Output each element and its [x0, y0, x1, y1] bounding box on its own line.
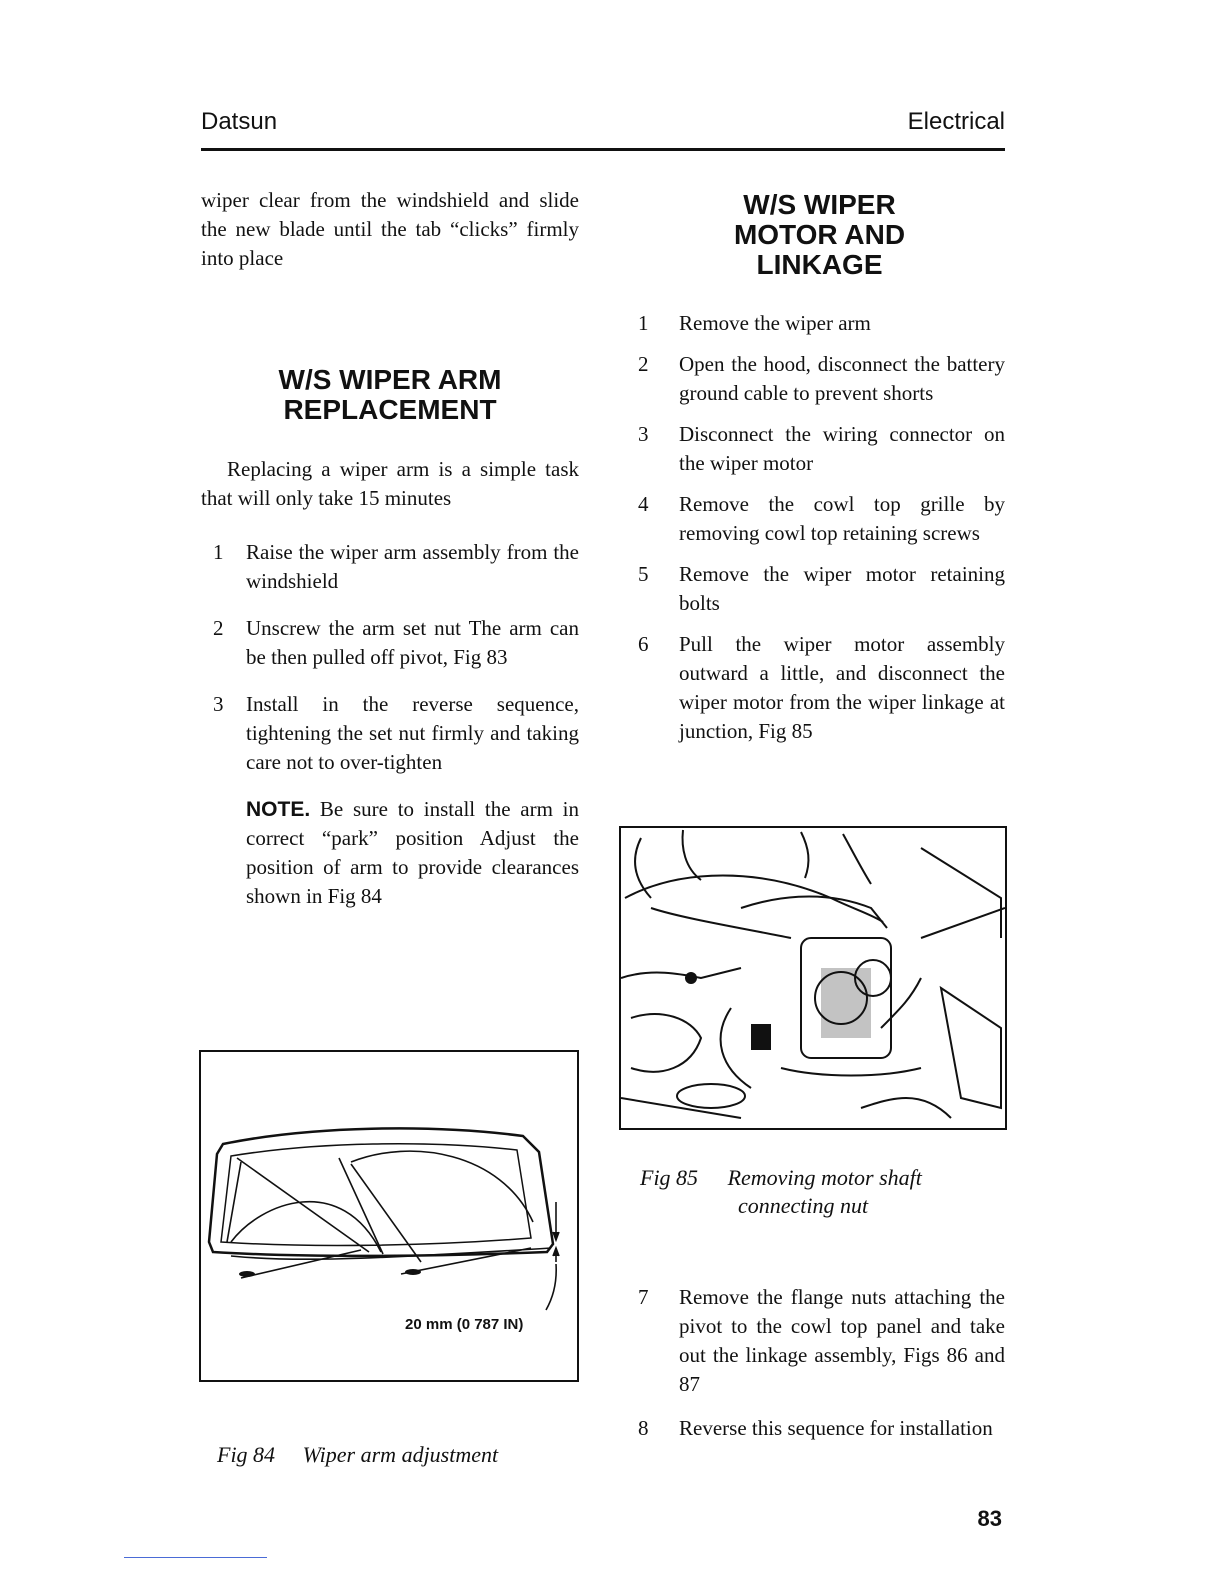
arm-heading [201, 365, 579, 425]
arm-intro: Replacing a wiper arm is a simple task that will only take 15 minutes [201, 457, 579, 510]
arm-heading-line2: REPLACEMENT [283, 394, 497, 425]
motor-steps-continued [634, 1283, 1005, 1443]
motor-step: 5 Remove the wiper motor retaining bolts [638, 562, 1005, 615]
note-label: NOTE. [246, 798, 311, 821]
arm-steps [201, 538, 579, 777]
arm-step: 2 Unscrew the arm set nut The arm can be then pulled off pivot, Fig 83 [213, 616, 579, 669]
left-column [201, 186, 579, 273]
motor-step: 6 Pull the wiper motor assembly outward a little, and disconnect the wiper motor from the wiper linkage at junction, Fig 85 [638, 632, 1005, 743]
header-rule [201, 148, 1005, 151]
motor-step: 3 Disconnect the wiring connector on the wiper motor [638, 422, 1005, 475]
note-text: Be sure to install the arm in correct “park” position Adjust the position of arm to provide clearances shown in Fig 84 [246, 797, 579, 908]
clearance-label: 20 mm (0 787 IN) [405, 1316, 524, 1333]
arm-heading-line1: W/S WIPER ARM [278, 364, 502, 395]
header-left: Datsun [201, 108, 278, 135]
arm-body [201, 455, 579, 911]
note [201, 795, 579, 911]
fig85-caption-line2: connecting nut [738, 1193, 869, 1218]
motor-step: 4 Remove the cowl top grille by removing cowl top retaining screws [638, 492, 1005, 545]
figure-85 [619, 826, 1007, 1130]
fig85-caption-line1: Removing motor shaft [727, 1165, 922, 1190]
header-right: Electrical [907, 108, 1005, 135]
motor-heading [634, 190, 1005, 280]
figure-84 [199, 1050, 579, 1382]
fig84-caption-text: Wiper arm adjustment [302, 1442, 499, 1467]
motor-steps [634, 309, 1005, 746]
fig85-caption-num: Fig 85 [640, 1165, 699, 1190]
fig84-caption-num: Fig 84 [217, 1442, 276, 1467]
motor-heading-line3: LINKAGE [756, 249, 883, 280]
arm-step: 1 Raise the wiper arm assembly from the windshield [213, 540, 579, 593]
motor-heading-line2: MOTOR AND [733, 219, 906, 250]
fig84-caption [217, 1441, 498, 1469]
motor-removal-drawing [621, 828, 1005, 1128]
motor-heading-line1: W/S WIPER [743, 189, 896, 220]
fig85-caption [640, 1164, 1005, 1220]
motor-step: 1 Remove the wiper arm [638, 311, 871, 335]
motor-step: 2 Open the hood, disconnect the battery ground cable to prevent shorts [638, 352, 1005, 405]
motor-step: 7 Remove the flange nuts attaching the pivot to the cowl top panel and take out the linkage assembly, Figs 86 and 87 [638, 1285, 1005, 1396]
continuation-text: wiper clear from the windshield and slide the new blade until the tab “clicks” firmly into place [201, 188, 579, 270]
bottom-rule [124, 1557, 267, 1558]
page-number: 83 [977, 1506, 1002, 1531]
arm-step: 3 Install in the reverse sequence, tightening the set nut firmly and taking care not to over-tighten [213, 692, 579, 774]
motor-step: 8 Reverse this sequence for installation [638, 1416, 993, 1440]
